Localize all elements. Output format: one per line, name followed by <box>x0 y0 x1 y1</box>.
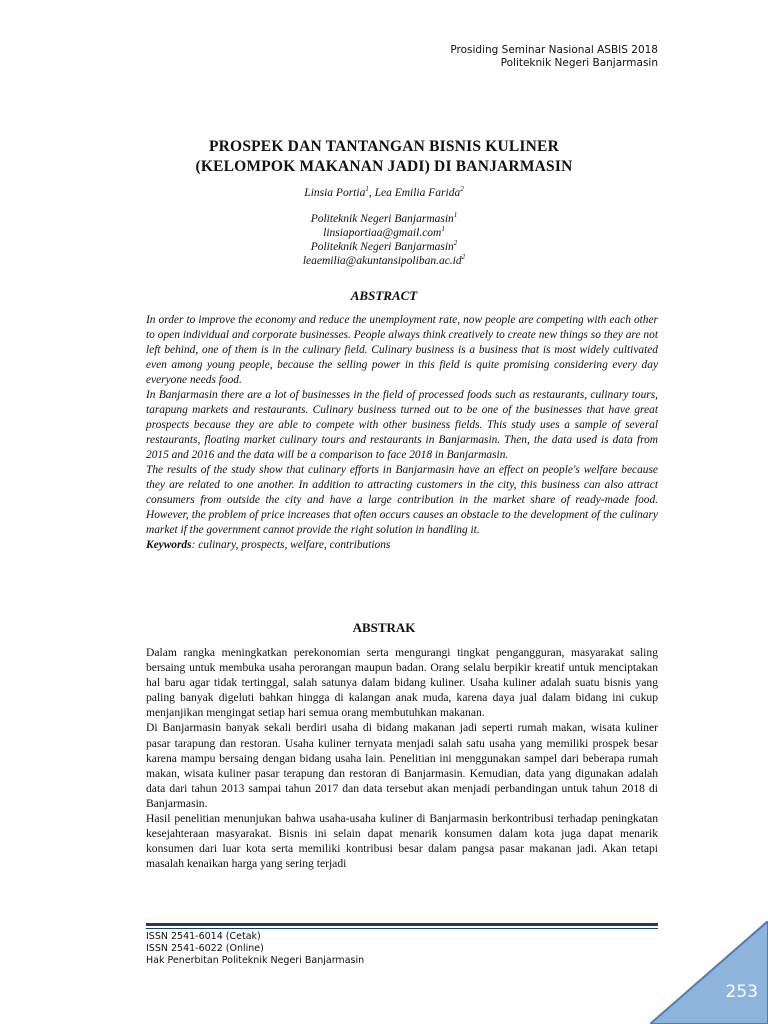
email-1-sup: 1 <box>441 225 445 233</box>
issn-online: ISSN 2541-6022 (Online) <box>146 943 264 954</box>
page-number: 253 <box>725 982 758 1002</box>
affiliation-2 <box>0 240 768 254</box>
footer-rule-thin <box>146 928 658 929</box>
abstrak-paragraph-3: Hasil penelitian menunjukan bahwa usaha-usaha kuliner di Banjarmasin berkontribusi terhadap peningkatan kesejahteraan masyarakat. Bisnis ini selain dapat menarik konsumen dalam kota juga dapat menarik konsumen dari luar kota serta memiliki kontribusi besar dalam pangsa pasar makanan jadi. Akan tetapi masalah kenaikan harga yang sering terjadi <box>146 812 658 871</box>
abstract-paragraph-1: In order to improve the economy and reduce the unemployment rate, now people are competing with each other to open individual and corporate businesses. People always think creatively to create new things so they are not left behind, one of them is in the culinary field. Culinary business is a business that is most widely cultivated even among young people, because the selling power in this field is quite promising considering every day everyone needs food. <box>146 314 658 386</box>
page-corner-triangle-icon <box>650 921 768 1024</box>
publisher-rights: Hak Penerbitan Politeknik Negeri Banjarmasin <box>146 955 365 966</box>
paper-title <box>0 137 768 177</box>
abstract-paragraph-3: The results of the study show that culinary efforts in Banjarmasin have an effect on people's welfare because they are related to one another. In addition to attracting customers in the city, this business can also attract consumers from outside the city and have a large contribution in the market share of ready-made food. However, the problem of price increases that often occurs causes an obstacle to the development of the culinary market if the government cannot provide the right solution in handling it. <box>146 464 658 536</box>
running-header <box>450 44 658 70</box>
title-line-2: (KELOMPOK MAKANAN JADI) DI BANJARMASIN <box>195 158 573 175</box>
abstract-heading: ABSTRACT <box>350 288 418 303</box>
author-list <box>0 186 768 200</box>
author-2-sup: 2 <box>460 185 464 193</box>
header-institution: Politeknik Negeri Banjarmasin <box>500 57 658 69</box>
abstrak-paragraph-2: Di Banjarmasin banyak sekali berdiri usaha di bidang makanan jadi seperti rumah makan, wisata kuliner pasar tarapung dan restoran. Usaha kuliner ternyata menjadi salah satu usaha yang memiliki prospek besar karena mampu bersaing dengan bidang usaha lain. Penelitian ini menggunakan sampel dari beberapa rumah makan, wisata kuliner pasar terapung dan restoran di Banjarmasin. Kemudian, data yang digunakan adalah data dari tahun 2013 sampai tahun 2017 dan data tersebut akan menjadi perbandingan untuk tahun 2018 di Banjarmasin. <box>146 721 658 810</box>
abstract-body <box>146 313 658 553</box>
title-line-1: PROSPEK DAN TANTANGAN BISNIS KULINER <box>209 138 559 155</box>
header-conference: Prosiding Seminar Nasional ASBIS 2018 <box>450 44 658 56</box>
keywords-label: Keywords <box>146 539 192 551</box>
email-2-text: leaemilia@akuntansipoliban.ac.id <box>302 255 462 267</box>
keywords-list: : culinary, prospects, welfare, contributions <box>191 539 391 551</box>
keywords-line <box>146 538 658 553</box>
abstract-paragraph-2: In Banjarmasin there are a lot of businesses in the field of processed foods such as restaurants, culinary tours, tarapung markets and restaurants. Culinary business turned out to be one of the businesses that have great prospects because they are able to compete with other business fields. This study uses a sample of several restaurants, floating market culinary tours and restaurants in Banjarmasin. Then, the data used is data from 2015 and 2016 and the data will be a comparison to face 2018 in Banjarmasin. <box>146 389 658 461</box>
corner-triangle-shape <box>650 921 768 1024</box>
email-1-text: linsiaportiaa@gmail.com <box>323 227 442 239</box>
author-separator: , <box>368 187 375 199</box>
abstrak-heading: ABSTRAK <box>352 620 416 635</box>
affiliation-1-sup: 1 <box>453 211 458 219</box>
email-2-sup: 2 <box>461 253 466 261</box>
footer-rule-thick <box>146 923 658 926</box>
issn-print: ISSN 2541-6014 (Cetak) <box>146 931 261 942</box>
email-1 <box>0 226 768 240</box>
author-2: Lea Emilia Farida <box>374 187 461 199</box>
affiliations <box>0 212 768 268</box>
author-1-sup: 1 <box>365 185 369 193</box>
author-1: Linsia Portia <box>304 187 366 199</box>
abstrak-body <box>146 645 658 871</box>
page-footer <box>146 931 364 967</box>
affiliation-1 <box>0 212 768 226</box>
affiliation-1-text: Politeknik Negeri Banjarmasin <box>310 213 454 225</box>
affiliation-2-text: Politeknik Negeri Banjarmasin <box>310 241 454 253</box>
abstrak-paragraph-1: Dalam rangka meningkatkan perekonomian serta mengurangi tingkat pengangguran, masyarakat saling bersaing untuk membuka usaha perorangan maupun badan. Orang selalu berpikir kreatif untuk menciptakan hal baru agar tidak tertinggal, salah satunya dalam bidang kuliner. Usaha kuliner adalah suatu bisnis yang paling banyak digeluti bahkan hingga di kalangan anak muda, karena daya jual dalam bidang ini cukup menjanjikan mengingat setiap hari semua orang membutuhkan makanan. <box>146 646 658 720</box>
affiliation-2-sup: 2 <box>453 239 458 247</box>
email-2 <box>0 254 768 268</box>
